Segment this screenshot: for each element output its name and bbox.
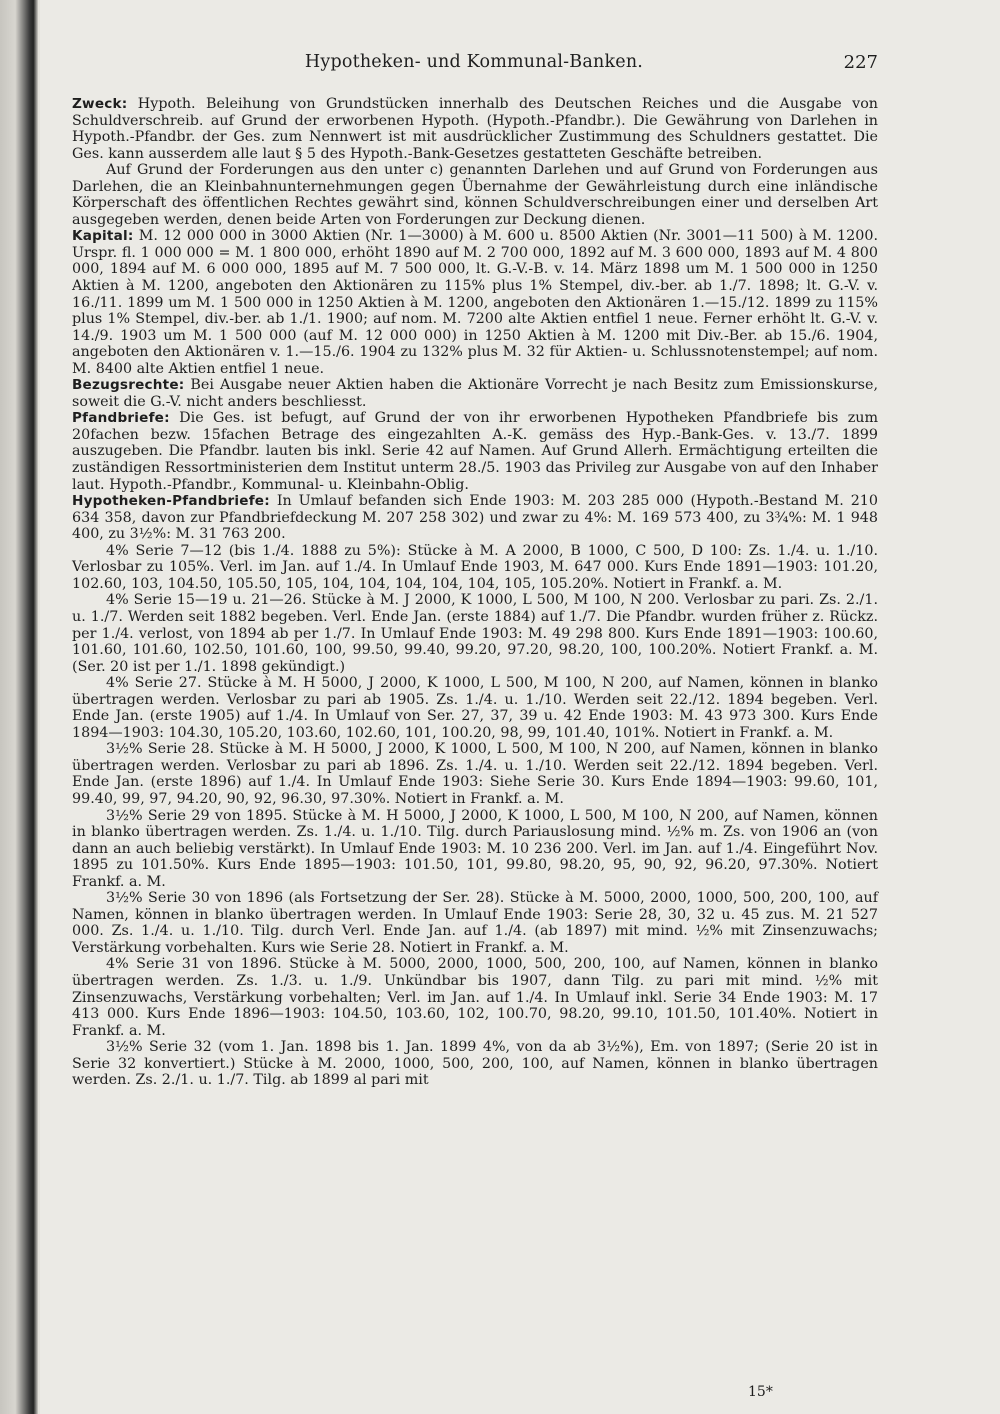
paragraph-text: Bei Ausgabe neuer Aktien haben die Aktionäre Vorrecht je nach Besitz zum Emissionskurse, soweit die G.-V. nicht anders beschliesst. — [72, 377, 879, 410]
paragraph-serie-28: 3½% Serie 28. Stücke à M. H 5000, J 2000, K 1000, L 500, M 100, N 200, auf Namen, können in blanko übertragen werden. Verlosbar zu pari ab 1896. Zs. 1./4. u. 1./10. Werden seit 22./12. 1894 begeben. Verl. Ende Jan. (erste 1896) auf 1./4. In Umlauf Ende 1903: Siehe Serie 30. Kurs Ende 1894—1903: 99.60, 101, 99.40, 99, 97, 94.20, 90, 92, 96.30, 97.30%. Notiert in Frankf. a. M. — [72, 741, 878, 807]
section-hypotheken-pfandbriefe — [72, 493, 878, 1089]
section-label: Bezugsrechte: — [72, 377, 185, 394]
book-gutter — [0, 0, 38, 1414]
paragraph-serie-32: 3½% Serie 32 (vom 1. Jan. 1898 bis 1. Jan. 1899 4%, von da ab 3½%), Em. von 1897; (Serie 20 ist in Serie 32 konvertiert.) Stücke à M. 2000, 1000, 500, 200, 100, auf Namen, können in blanko übertragen werden. Zs. 2./1. u. 1./7. Tilg. ab 1899 al pari mit — [72, 1039, 878, 1089]
paragraph — [72, 377, 878, 410]
page-number: 227 — [843, 52, 878, 73]
running-title: Hypotheken- und Kommunal-Banken. — [304, 52, 644, 72]
paragraph: Auf Grund der Forderungen aus den unter c) genannten Darlehen und auf Grund von Forderungen aus Darlehen, die an Kleinbahnunternehmungen gegen Übernahme der Gewährleistung durch eine inländische Körperschaft des öffentlichen Rechtes gewährt sind, können Schuldverschreibungen einer und derselben Art ausgegeben werden, denen beide Arten von Forderungen zur Deckung dienen. — [72, 162, 878, 228]
paragraph-serie-30: 3½% Serie 30 von 1896 (als Fortsetzung der Ser. 28). Stücke à M. 5000, 2000, 1000, 500, 200, 100, auf Namen, können in blanko übertragen werden. In Umlauf Ende 1903: Serie 28, 30, 32 u. 45 zus. M. 21 527 000. Zs. 1./4. u. 1./10. Tilg. durch Verl. Ende Jan. auf 1./4. (ab 1897) mit mind. ½% mit Zinsenzuwachs; Verstärkung vorbehalten. Kurs wie Serie 28. Notiert in Frankf. a. M. — [72, 890, 878, 956]
paragraph-serie-15-26: 4% Serie 15—19 u. 21—26. Stücke à M. J 2000, K 1000, L 500, M 100, N 200. Verlosbar zu pari. Zs. 2./1. u. 1./7. Werden seit 1882 begeben. Verl. Ende Jan. (erste 1884) auf 1./7. Die Pfandbr. wurden früher z. Rückz. per 1./4. verlost, von 1894 ab per 1./7. In Umlauf Ende 1903: M. 49 298 800. Kurs Ende 1891—1903: 100.60, 101.60, 101.60, 102.50, 101.60, 100, 99.50, 99.40, 99.20, 97.20, 98.20, 100, 100.20%. Notiert Frankf. a. M. (Ser. 20 ist per 1./1. 1898 gekündigt.) — [72, 592, 878, 675]
paragraph-text: Die Ges. ist befugt, auf Grund der von ihr erworbenen Hypotheken Pfandbriefe bis zum 20fachen bezw. 15fachen Betrage des eingezahlten A.-K. gemäss des Hyp.-Bank-Ges. v. 13./7. 1899 auszugeben. Die Pfandbr. lauten bis inkl. Serie 42 auf Namen. Auf Grund Allerh. Ermächtigung erteilten die zuständigen Ressortministerien dem Institut unterm 28./5. 1903 das Privileg zur Ausgabe von auf den Inhaber laut. Hypoth.-Pfandbr., Kommunal- u. Kleinbahn-Oblig. — [72, 410, 878, 493]
paragraph-serie-29: 3½% Serie 29 von 1895. Stücke à M. H 5000, J 2000, K 1000, L 500, M 100, N 200, auf Namen, können in blanko übertragen werden. Zs. 1./4. u. 1./10. Tilg. durch Pariauslosung mind. ½% m. Zs. von 1906 an (von dann an auch beliebig verstärkt). In Umlauf Ende 1903: M. 10 236 200. Verl. im Jan. auf 1./4. Eingeführt Nov. 1895 zu 101.50%. Kurs Ende 1895—1903: 101.50, 101, 99.80, 98.20, 95, 90, 92, 96.20, 97.30%. Notiert Frankf. a. M. — [72, 807, 878, 890]
paragraph-serie-31: 4% Serie 31 von 1896. Stücke à M. 5000, 2000, 1000, 500, 200, 100, auf Namen, können in blanko übertragen werden. Zs. 1./3. u. 1./9. Unkündbar bis 1907, dann Tilg. zu pari mit mind. ½% mit Zinsenzuwachs, Verstärkung vorbehalten; Verl. im Jan. auf 1./4. In Umlauf inkl. Serie 34 Ende 1903: M. 17 413 000. Kurs Ende 1896—1903: 104.50, 103.60, 102, 100.70, 98.20, 99.10, 101.50, 101.40%. Notiert in Frankf. a. M. — [72, 956, 878, 1039]
section-bezugsrechte — [72, 377, 878, 410]
section-kapital — [72, 228, 878, 377]
paragraph-serie-7-12: 4% Serie 7—12 (bis 1./4. 1888 zu 5%): Stücke à M. A 2000, B 1000, C 500, D 100: Zs. 1./4. u. 1./10. Verlosbar zu 105%. Verl. im Jan. auf 1./4. In Umlauf Ende 1903, M. 647 000. Kurs Ende 1891—1903: 101.20, 102.60, 103, 104.50, 105.50, 105, 104, 104, 104, 104, 104, 105, 105.20%. Notiert in Frankf. a. M. — [72, 542, 878, 592]
paragraph — [72, 96, 878, 162]
paragraph — [72, 410, 878, 493]
paragraph-serie-27: 4% Serie 27. Stücke à M. H 5000, J 2000, K 1000, L 500, M 100, N 200, auf Namen, können in blanko übertragen werden. Verlosbar zu pari ab 1905. Zs. 1./4. u. 1./10. Werden seit 22./12. 1894 begeben. Verl. Ende Jan. (erste 1905) auf 1./4. In Umlauf von Ser. 27, 37, 39 u. 42 Ende 1903: M. 43 973 300. Kurs Ende 1894—1903: 104.30, 105.20, 103.60, 102.60, 101, 100.20, 98, 99, 101.40, 101%. Notiert in Frankf. a. M. — [72, 675, 878, 741]
signature-mark: 15* — [748, 1384, 773, 1400]
paragraph-text: Hypoth. Beleihung von Grundstücken innerhalb des Deutschen Reiches und die Ausgabe von Schuldverschreib. auf Grund der erworbenen Hypoth. (Hypoth.-Pfandbr.). Die Gewährung von Darlehen in Hypoth.-Pfandbr. der Ges. zum Nennwert ist mit ausdrücklicher Zustimmung des Schuldners gestattet. Die Ges. kann ausserdem alle laut § 5 des Hypoth.-Bank-Gesetzes gestatteten Geschäfte betreiben. — [72, 96, 879, 162]
section-label: Kapital: — [72, 228, 134, 245]
paragraph — [72, 228, 878, 377]
section-label: Zweck: — [72, 96, 128, 112]
page-header — [70, 52, 878, 82]
paragraph-text: M. 12 000 000 in 3000 Aktien (Nr. 1—3000) à M. 600 u. 8500 Aktien (Nr. 3001—11 500) à M. 1200. Urspr. fl. 1 000 000 = M. 1 800 000, erhöht 1890 auf M. 2 700 000, 1892 auf M. 3 600 000, 1893 auf M. 4 800 000, 1894 auf M. 6 000 000, 1895 auf M. 7 500 000, lt. G.-V.-B. v. 14. März 1898 um M. 1 500 000 in 1250 Aktien à M. 1200, angeboten den Aktionären zu 115% plus 1% Stempel, div.-ber. ab 1./7. 1898; lt. G.-V. v. 16./11. 1899 um M. 1 500 000 in 1250 Aktien à M. 1200, angeboten den Aktionären 1.—15./12. 1899 zu 115% plus 1% Stempel, div.-ber. ab 1./1. 1900; auf nom. M. 7200 alte Aktien entfiel 1 neue. Ferner erhöht lt. G.-V. v. 14./9. 1903 um M. 1 500 000 (auf M. 12 000 000) in 1250 Aktien à M. 1200 mit Div.-Ber. ab 15./6. 1904, angeboten den Aktionären v. 1.—15./6. 1904 zu 132% plus M. 32 für Aktien- u. Schlussnotenstempel; auf nom. M. 8400 alte Aktien entfiel 1 neue. — [72, 228, 878, 377]
page-body — [72, 96, 878, 1089]
section-label: Pfandbriefe: — [72, 410, 170, 427]
section-zweck — [72, 96, 878, 228]
paragraph-text: In Umlauf befanden sich Ende 1903: M. 203 285 000 (Hypoth.-Bestand M. 210 634 358, davon zur Pfandbriefdeckung M. 207 258 302) und zwar zu 4%: M. 169 573 400, zu 3¾%: M. 1 948 400, zu 3½%: M. 31 763 200. — [72, 493, 878, 543]
section-label: Hypotheken-Pfandbriefe: — [72, 493, 270, 510]
section-pfandbriefe — [72, 410, 878, 493]
paragraph — [72, 493, 878, 543]
